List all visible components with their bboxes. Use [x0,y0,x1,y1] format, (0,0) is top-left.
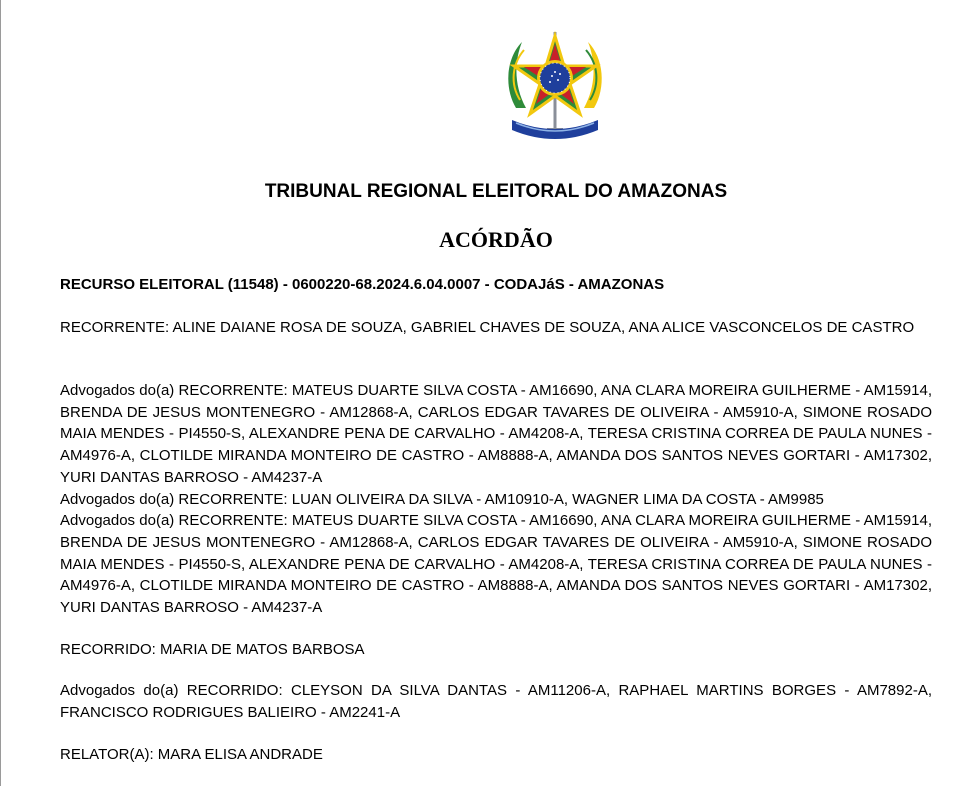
brazil-coat-of-arms-icon [500,28,610,146]
document-type-title: ACÓRDÃO [439,227,553,252]
page-left-border [0,0,1,786]
advogados-recorrente-1: Advogados do(a) RECORRENTE: MATEUS DUARTE SILVA COSTA - AM16690, ANA CLARA MOREIRA GUILHERME - AM15914, BRENDA DE JESUS MONTENEGRO - AM12868-A, CARLOS EDGAR TAVARES DE OLIVEIRA - AM5910-A, SIMONE ROSADO MAIA MENDES - PI4550-S, ALEXANDRE PENA DE CARVALHO - AM4208-A, TERESA CRISTINA CORREA DE PAULA NUNES - AM4976-A, CLOTILDE MIRANDA MONTEIRO DE CASTRO - AM8888-A, AMANDA DOS SANTOS NEVES GORTARI - AM17302, YURI DANTAS BARROSO - AM4237-A [60,382,932,486]
relator: RELATOR(A): MARA ELISA ANDRADE [60,746,323,763]
recorrente-party: RECORRENTE: ALINE DAIANE ROSA DE SOUZA, GABRIEL CHAVES DE SOUZA, ANA ALICE VASCONCELOS DE CASTRO [60,319,915,336]
case-identifier: RECURSO ELEITORAL (11548) - 0600220-68.2024.6.04.0007 - CODAJáS - AMAZONAS [60,276,665,293]
advogados-recorrente-2: Advogados do(a) RECORRENTE: LUAN OLIVEIRA DA SILVA - AM10910-A, WAGNER LIMA DA COSTA - AM9985 [60,490,824,508]
court-name: TRIBUNAL REGIONAL ELEITORAL DO AMAZONAS [264,181,728,202]
advogados-recorrido: Advogados do(a) RECORRIDO: CLEYSON DA SILVA DANTAS - AM11206-A, RAPHAEL MARTINS BORGES - AM7892-A, FRANCISCO RODRIGUES BALIEIRO - AM2241-A [60,682,932,721]
recorrido-party: RECORRIDO: MARIA DE MATOS BARBOSA [60,641,365,658]
advogados-recorrente-block [60,380,932,619]
advogados-recorrente-3: Advogados do(a) RECORRENTE: MATEUS DUARTE SILVA COSTA - AM16690, ANA CLARA MOREIRA GUILHERME - AM15914, BRENDA DE JESUS MONTENEGRO - AM12868-A, CARLOS EDGAR TAVARES DE OLIVEIRA - AM5910-A, SIMONE ROSADO MAIA MENDES - PI4550-S, ALEXANDRE PENA DE CARVALHO - AM4208-A, TERESA CRISTINA CORREA DE PAULA NUNES - AM4976-A, CLOTILDE MIRANDA MONTEIRO DE CASTRO - AM8888-A, AMANDA DOS SANTOS NEVES GORTARI - AM17302, YURI DANTAS BARROSO - AM4237-A [60,512,932,617]
